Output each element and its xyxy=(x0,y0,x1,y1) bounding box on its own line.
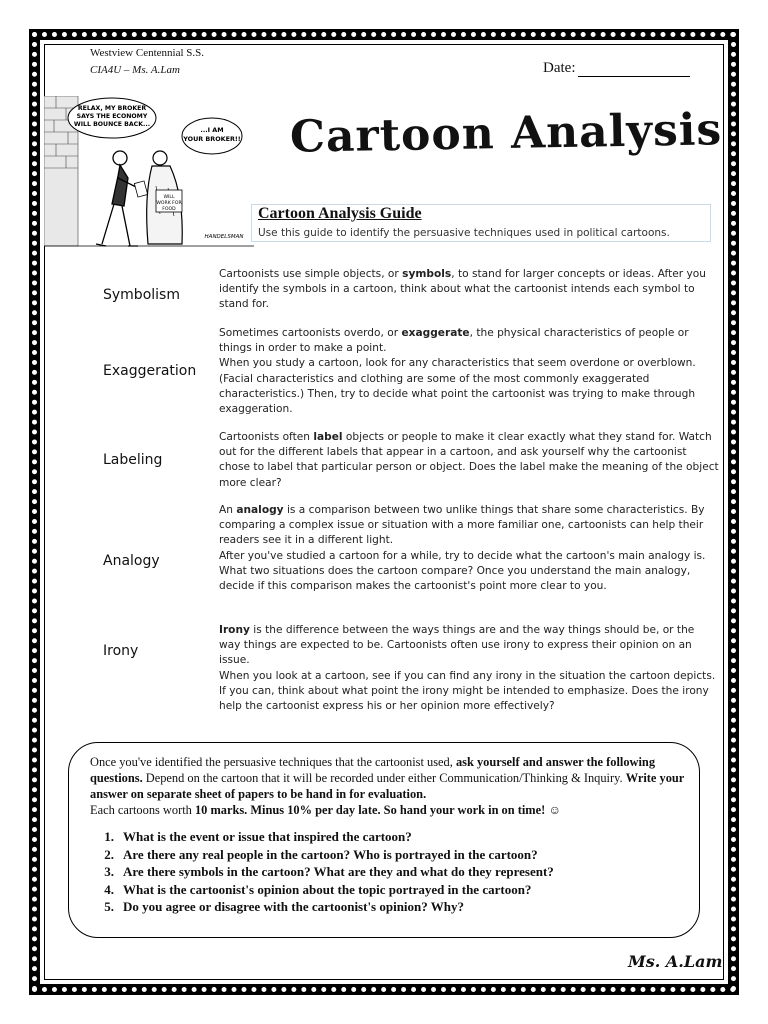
guide-title: Cartoon Analysis Guide xyxy=(258,205,422,222)
paragraph: When you look at a cartoon, see if you can find any irony in the situation the cartoon depicts. If you can, think about what point the irony might be intended to emphasize. Does the irony help the cartoonist express his or her opinion more effectively? xyxy=(219,669,716,713)
question-item: 4. What is the cartoonist's opinion about the topic portrayed in the cartoon? xyxy=(104,881,532,897)
term-exaggeration: Exaggeration xyxy=(103,363,197,379)
labeling-description xyxy=(219,430,719,491)
symbolism-description xyxy=(219,267,719,313)
school-name: Westview Centennial S.S. xyxy=(90,47,204,59)
questions-list xyxy=(90,828,554,916)
teacher-signature: Ms. A.Lam xyxy=(628,952,723,971)
svg-text:...I AM: ...I AM xyxy=(200,126,224,134)
question-item: 1. What is the event or issue that inspired the cartoon? xyxy=(104,829,412,844)
svg-text:HANDELSMAN: HANDELSMAN xyxy=(204,234,244,240)
svg-text:SAYS THE ECONOMY: SAYS THE ECONOMY xyxy=(76,113,148,120)
svg-text:FOOD: FOOD xyxy=(162,207,176,212)
guide-subtitle: Use this guide to identify the persuasive techniques used in political cartoons. xyxy=(258,227,670,239)
course-teacher: CIA4U – Ms. A.Lam xyxy=(90,64,180,76)
term-irony: Irony xyxy=(103,643,139,659)
svg-text:WILL BOUNCE BACK...: WILL BOUNCE BACK... xyxy=(73,121,151,128)
question-item: 5. Do you agree or disagree with the cartoonist's opinion? Why? xyxy=(104,899,465,915)
term-analogy: Analogy xyxy=(103,553,160,569)
svg-text:WILL: WILL xyxy=(163,195,175,200)
paragraph: Cartoonists often label objects or people to make it clear exactly what they stand for. Watch out for the different labels that appear in a cartoon, and ask yourself why the cartoonist chose to label that particular person or object. Does the label make the meaning of the object more clear? xyxy=(219,431,719,489)
paragraph: When you study a cartoon, look for any characteristics that seem overdone or overblown. (Facial characteristics and clothing are some of the most commonly exaggerated characteristics.) Then, try to decide what point the cartoonist was trying to make through exaggeration. xyxy=(219,357,696,416)
paragraph: Cartoonists use simple objects, or symbols, to stand for larger concepts or ideas. After you identify the symbols in a cartoon, think about what the cartoonist intends each symbol to stand for. xyxy=(219,268,706,311)
date-blank-line[interactable] xyxy=(578,62,690,77)
paragraph: After you've studied a cartoon for a while, try to decide what the cartoon's main analogy is. What two situations does the cartoon compare? Once you understand the main analogy, decide if this comparison makes the cartoonist's point more clear to you. xyxy=(219,549,706,593)
term-symbolism: Symbolism xyxy=(103,287,180,303)
page-title: Cartoon Analysis xyxy=(289,104,723,163)
date-field[interactable] xyxy=(543,60,690,77)
svg-text:RELAX, MY BROKER: RELAX, MY BROKER xyxy=(77,105,147,112)
question-item: 3. Are there symbols in the cartoon? What are they and what do they represent? xyxy=(104,864,554,880)
paragraph: Sometimes cartoonists overdo, or exaggerate, the physical characteristics of people or things in order to make a point. xyxy=(219,327,689,355)
irony-description xyxy=(219,623,719,714)
instructions-text: Once you've identified the persuasive techniques that the cartoonist used, ask yourself and answer the following questions. Depend on the cartoon that it will be recorded under either Communication/Thinking & Inquiry. Write your answer on separate sheet of papers to be hand in for evaluation. Each cartoons worth 10 marks. Minus 10% per day late. So hand your work in on time! ☺ xyxy=(90,755,685,817)
term-labeling: Labeling xyxy=(103,452,163,468)
analogy-description xyxy=(219,503,719,594)
paragraph: Irony is the difference between the ways things are and the way things should be, or the way things are expected to be. Cartoonists often use irony to express their opinion on an issue. xyxy=(219,624,695,667)
date-label: Date: xyxy=(543,60,576,76)
paragraph: An analogy is a comparison between two unlike things that share some characteristics. By comparing a complex issue or situation with a more familiar one, cartoonists can help their readers see it in a different light. xyxy=(219,504,705,547)
svg-text:YOUR BROKER!!: YOUR BROKER!! xyxy=(183,135,241,143)
svg-text:WORK FOR: WORK FOR xyxy=(156,201,182,206)
exaggeration-description xyxy=(219,326,719,417)
question-item: 2. Are there any real people in the cartoon? Who is portrayed in the cartoon? xyxy=(104,846,538,862)
cartoon-illustration xyxy=(44,96,254,254)
